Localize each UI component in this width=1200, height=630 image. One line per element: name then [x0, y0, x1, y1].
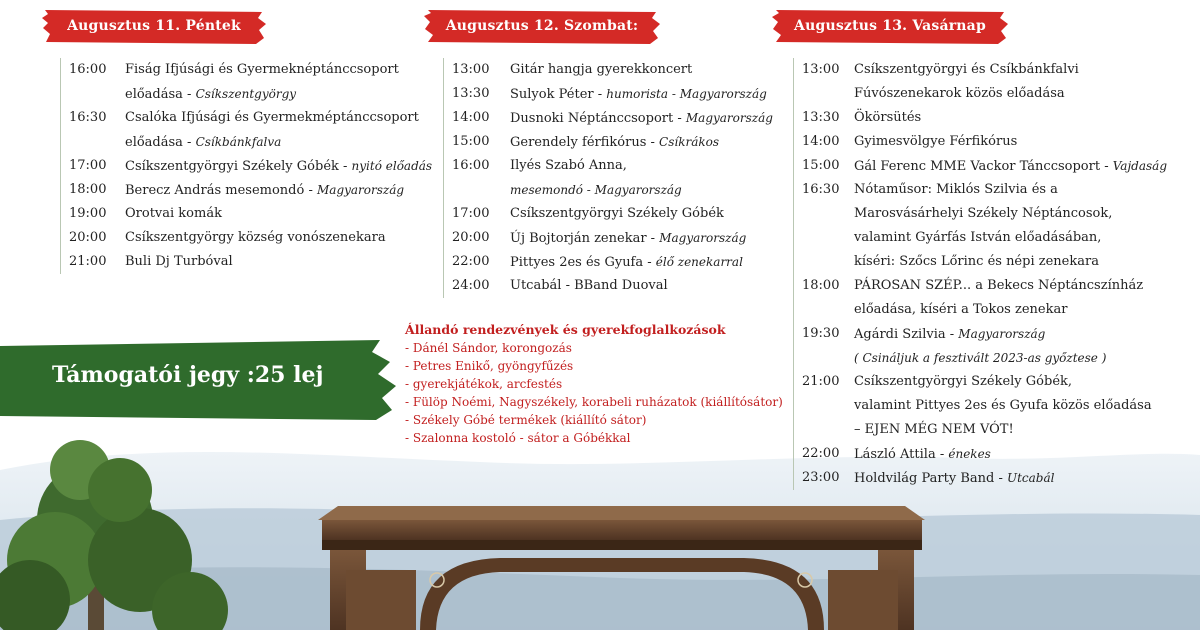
- event-text: Nótaműsor: Miklós Szilvia és a: [854, 182, 1058, 197]
- schedule-friday: [60, 58, 433, 274]
- permanent-item: - Fülöp Noémi, Nagyszékely, korabeli ruházatok (kiállítósátor): [405, 395, 783, 409]
- event-description: [510, 154, 627, 178]
- event-text: Pittyes 2es és Gyufa -: [510, 255, 656, 270]
- schedule-sunday: [793, 58, 1194, 490]
- event-text: Csíkszentgyörgyi Székely Góbék: [510, 206, 724, 221]
- day-header-friday: [42, 10, 266, 44]
- event-description: [854, 130, 1017, 154]
- schedule-saturday: [443, 58, 774, 298]
- event-description: [125, 82, 296, 107]
- event-text: Marosvásárhelyi Székely Néptáncosok,: [854, 206, 1113, 221]
- event-time: 22:00: [452, 254, 490, 269]
- event-description: [125, 226, 386, 250]
- event-note: Magyarország: [958, 327, 1046, 341]
- schedule-row: [61, 106, 419, 130]
- event-description: [510, 82, 767, 107]
- event-time: 16:00: [69, 62, 107, 77]
- event-time: 16:30: [69, 110, 107, 125]
- event-text: Buli Dj Turbóval: [125, 254, 233, 269]
- permanent-item: - gyerekjátékok, arcfestés: [405, 377, 563, 391]
- event-time: 18:00: [69, 182, 107, 197]
- event-text: – EJEN MÉG NEM VÓT!: [854, 422, 1014, 437]
- event-description: [854, 466, 1054, 491]
- schedule-row: [61, 226, 401, 250]
- schedule-row-continuation: [61, 130, 401, 154]
- event-text: Dusnoki Néptánccsoport -: [510, 111, 686, 126]
- event-description: [854, 250, 1099, 274]
- event-description: [510, 226, 746, 251]
- event-time: 16:00: [452, 158, 490, 173]
- schedule-row-continuation: [794, 418, 1194, 442]
- event-description: [510, 106, 773, 131]
- event-description: [125, 58, 399, 82]
- event-time: 14:00: [802, 134, 840, 149]
- event-text: Berecz András mesemondó -: [125, 183, 317, 198]
- event-text: Fúvószenekarok közös előadása: [854, 86, 1065, 101]
- schedule-row: [794, 322, 1194, 346]
- permanent-item: - Dánél Sándor, korongozás: [405, 341, 572, 355]
- event-time: 20:00: [452, 230, 490, 245]
- event-time: 23:00: [802, 470, 840, 485]
- schedule-row: [61, 154, 433, 178]
- schedule-row: [444, 226, 774, 250]
- event-time: 21:00: [802, 374, 840, 389]
- event-time: 21:00: [69, 254, 107, 269]
- schedule-row-continuation: [444, 178, 774, 202]
- event-time: 13:00: [802, 62, 840, 77]
- event-note: Magyarország: [317, 183, 405, 197]
- schedule-row: [794, 370, 1194, 394]
- schedule-row: [61, 58, 401, 82]
- event-time: 14:00: [452, 110, 490, 125]
- event-text: Fiság Ifjúsági és Gyermeknéptánccsoport: [125, 62, 399, 77]
- event-time: 16:30: [802, 182, 840, 197]
- schedule-row: [444, 250, 774, 274]
- event-note: ( Csináljuk a fesztivált 2023-as győztese ): [854, 351, 1107, 365]
- event-description: [854, 370, 1072, 394]
- event-text: Csíkszentgyörgyi és Csíkbánkfalvi: [854, 62, 1079, 77]
- event-time: 20:00: [69, 230, 107, 245]
- event-description: [510, 58, 692, 82]
- schedule-row: [444, 58, 774, 82]
- event-time: 24:00: [452, 278, 490, 293]
- event-time: 15:00: [802, 158, 840, 173]
- schedule-row-continuation: [794, 250, 1194, 274]
- ticket-label: Támogatói jegy :25 lej: [52, 362, 324, 388]
- event-note: énekes: [948, 447, 991, 461]
- event-note: Csíkszentgyörgy: [195, 87, 297, 101]
- event-text: Csíkszentgyörgy község vonószenekara: [125, 230, 386, 245]
- event-description: [510, 130, 719, 155]
- event-description: [125, 178, 404, 203]
- event-text: PÁROSAN SZÉP... a Bekecs Néptáncszínház: [854, 278, 1144, 293]
- event-time: 22:00: [802, 446, 840, 461]
- event-note: Utcabál: [1007, 471, 1055, 485]
- event-time: 13:00: [452, 62, 490, 77]
- schedule-row-continuation: [794, 298, 1194, 322]
- event-description: [854, 178, 1058, 202]
- event-text: Agárdi Szilvia -: [854, 327, 959, 342]
- schedule-row: [794, 130, 1194, 154]
- day-title: Augusztus 12. Szombat:: [445, 18, 639, 34]
- event-text: Utcabál - BBand Duoval: [510, 278, 668, 293]
- event-description: [510, 178, 682, 203]
- event-description: [125, 202, 222, 226]
- event-description: [854, 202, 1112, 226]
- event-description: [854, 298, 1067, 322]
- schedule-row: [444, 154, 774, 178]
- permanent-programs-heading: Állandó rendezvények és gyerekfoglalkozások: [405, 322, 726, 337]
- event-description: [854, 82, 1065, 106]
- event-text: Ökörsütés: [854, 110, 922, 125]
- event-description: [854, 442, 991, 467]
- day-header-saturday: [424, 10, 660, 44]
- event-text: Gitár hangja gyerekkoncert: [510, 62, 693, 77]
- schedule-row-continuation: [794, 394, 1194, 418]
- permanent-item: - Petres Enikő, gyöngyfűzés: [405, 359, 574, 373]
- event-text: Csíkszentgyörgyi Székely Góbék -: [125, 159, 352, 174]
- event-description: [854, 274, 1143, 298]
- schedule-row: [61, 250, 401, 274]
- schedule-row: [61, 202, 401, 226]
- event-note: mesemondó - Magyarország: [510, 183, 682, 197]
- schedule-row: [444, 106, 774, 130]
- event-text: előadása -: [125, 87, 196, 102]
- event-description: [125, 250, 233, 274]
- event-description: [125, 106, 419, 130]
- event-description: [125, 154, 432, 179]
- schedule-row: [61, 178, 405, 202]
- event-description: [854, 226, 1101, 250]
- event-text: Sulyok Péter -: [510, 87, 607, 102]
- event-description: [854, 154, 1167, 179]
- event-description: [510, 202, 724, 226]
- event-description: [510, 274, 668, 298]
- event-description: [510, 250, 743, 275]
- event-note: nyitó előadás: [351, 159, 433, 173]
- event-time: 15:00: [452, 134, 490, 149]
- permanent-item: - Szalonna kostoló - sátor a Góbékkal: [405, 431, 631, 445]
- event-text: Csíkszentgyörgyi Székely Góbék,: [854, 374, 1073, 389]
- event-time: 17:00: [69, 158, 107, 173]
- schedule-row-continuation: [794, 226, 1194, 250]
- event-text: Új Bojtorján zenekar -: [510, 231, 660, 246]
- event-description: [854, 418, 1014, 442]
- schedule-row-continuation: [794, 346, 1194, 370]
- day-title: Augusztus 11. Péntek: [67, 18, 241, 34]
- schedule-row: [794, 58, 1194, 82]
- event-text: Holdvilág Party Band -: [854, 471, 1007, 486]
- event-time: 19:30: [802, 326, 840, 341]
- event-text: előadása -: [125, 135, 196, 150]
- event-text: Csalóka Ifjúsági és Gyermekméptánccsoport: [125, 110, 419, 125]
- event-text: László Attila -: [854, 447, 949, 462]
- permanent-item: - Székely Góbé termékek (kiállító sátor): [405, 413, 647, 427]
- event-text: Gerendely férfikórus -: [510, 135, 660, 150]
- event-text: Gál Ferenc MME Vackor Tánccsoport -: [854, 159, 1113, 174]
- schedule-row: [444, 82, 774, 106]
- event-text: előadása, kíséri a Tokos zenekar: [854, 302, 1068, 317]
- day-header-sunday: [772, 10, 1008, 44]
- event-description: [854, 322, 1045, 347]
- permanent-programs: [405, 321, 783, 447]
- event-text: valamint Gyárfás István előadásában,: [854, 230, 1102, 245]
- schedule-row: [444, 202, 774, 226]
- event-time: 18:00: [802, 278, 840, 293]
- event-note: Magyarország: [659, 231, 747, 245]
- event-time: 19:00: [69, 206, 107, 221]
- event-note: Vajdaság: [1112, 159, 1168, 173]
- schedule-row-continuation: [794, 82, 1194, 106]
- schedule-row: [444, 130, 774, 154]
- ticket-banner: [0, 340, 400, 420]
- event-description: [854, 58, 1079, 82]
- event-description: [854, 106, 921, 130]
- event-text: kíséri: Szőcs Lőrinc és népi zenekara: [854, 254, 1099, 269]
- event-text: Gyimesvölgye Férfikórus: [854, 134, 1018, 149]
- event-time: 13:30: [802, 110, 840, 125]
- event-text: Orotvai komák: [125, 206, 222, 221]
- event-note: Csíkbánkfalva: [195, 135, 282, 149]
- schedule-row: [794, 154, 1194, 178]
- schedule-row: [794, 442, 1194, 466]
- schedule-row: [794, 466, 1194, 490]
- event-time: 17:00: [452, 206, 490, 221]
- event-description: [854, 394, 1152, 418]
- event-description: [854, 346, 1106, 371]
- schedule-row-continuation: [61, 82, 401, 106]
- event-note: Csíkrákos: [659, 135, 720, 149]
- event-note: Magyarország: [685, 111, 773, 125]
- schedule-row: [794, 178, 1194, 202]
- event-note: élő zenekarral: [655, 255, 743, 269]
- schedule-row: [794, 274, 1194, 298]
- event-description: [125, 130, 281, 155]
- day-title: Augusztus 13. Vasárnap: [794, 18, 986, 34]
- event-text: valamint Pittyes 2es és Gyufa közös előadása: [854, 398, 1152, 413]
- schedule-row-continuation: [794, 202, 1194, 226]
- event-time: 13:30: [452, 86, 490, 101]
- event-note: humorista - Magyarország: [606, 87, 767, 101]
- event-text: Ilyés Szabó Anna,: [510, 158, 627, 173]
- schedule-row: [794, 106, 1194, 130]
- schedule-row: [444, 274, 774, 298]
